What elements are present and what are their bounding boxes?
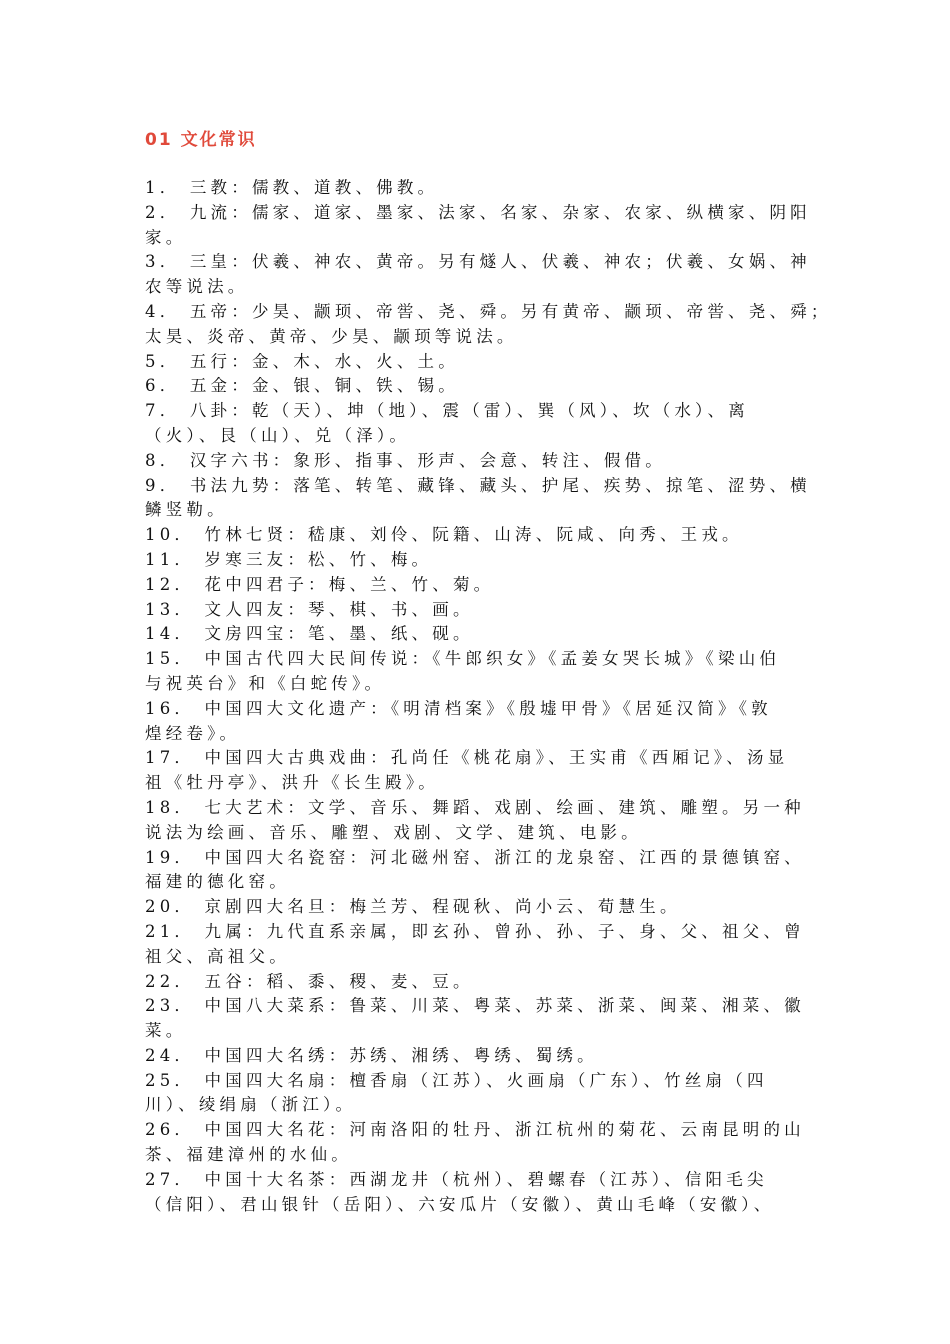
- list-item-line: 煌经卷》。: [145, 723, 241, 743]
- list-item: [145, 1168, 805, 1218]
- list-item: [145, 350, 805, 375]
- list-item-line: 8． 汉字六书：象形、指事、形声、会意、转注、假借。: [145, 450, 666, 470]
- list-item-line: 5． 五行：金、木、水、火、土。: [145, 351, 459, 371]
- list-item-line: 23． 中国八大菜系：鲁菜、川菜、粤菜、苏菜、浙菜、闽菜、湘菜、徽: [145, 996, 805, 1016]
- list-item-line: 27． 中国十大名茶：西湖龙井（杭州）、碧螺春（江苏）、信阳毛尖: [145, 1169, 768, 1189]
- list-item: [145, 300, 832, 350]
- list-item-line: 18． 七大艺术：文学、音乐、舞蹈、戏剧、绘画、建筑、雕塑。另一种: [145, 797, 805, 817]
- list-item-line: 19． 中国四大名瓷窑：河北磁州窑、浙江的龙泉窑、江西的景德镇窑、: [145, 847, 805, 867]
- knowledge-list: [145, 176, 832, 1217]
- list-item-line: 15． 中国古代四大民间传说：《牛郎织女》《孟姜女哭长城》《梁山伯: [145, 649, 781, 669]
- list-item-line: 2． 九流：儒家、道家、墨家、法家、名家、杂家、农家、纵横家、阴阳: [145, 202, 811, 222]
- list-item: [145, 250, 811, 300]
- list-item-line: 与祝英台》和《白蛇传》。: [145, 673, 386, 693]
- list-item-line: 鳞竖勒。: [145, 500, 228, 520]
- list-item-line: 24． 中国四大名绣：苏绣、湘绣、粤绣、蜀绣。: [145, 1045, 598, 1065]
- list-item: [145, 573, 805, 598]
- list-item-line: 家。: [145, 227, 187, 247]
- list-item: [145, 548, 805, 573]
- list-item-line: （火）、艮（山）、兑（泽）。: [145, 425, 411, 445]
- list-item-line: 21． 九属：九代直系亲属，即玄孙、曾孙、孙、子、身、父、祖父、曾: [145, 921, 805, 941]
- list-item: [145, 1069, 805, 1119]
- list-item-line: 菜。: [145, 1021, 187, 1041]
- list-item-line: 祖父、高祖父。: [145, 946, 290, 966]
- list-item-line: 16． 中国四大文化遗产：《明清档案》《殷墟甲骨》《居延汉简》《敦: [145, 698, 772, 718]
- list-item: [145, 647, 805, 697]
- list-item-line: 祖《牡丹亭》、洪升《长生殿》。: [145, 773, 439, 793]
- list-item: [145, 970, 805, 995]
- list-item-line: 13． 文人四友：琴、棋、书、画。: [145, 599, 474, 619]
- list-item: [145, 474, 811, 524]
- list-item: [145, 994, 805, 1044]
- list-item: [145, 449, 805, 474]
- list-item: [145, 1118, 805, 1168]
- list-item-line: 说法为绘画、音乐、雕塑、戏剧、文学、建筑、电影。: [145, 822, 642, 842]
- list-item: [145, 895, 805, 920]
- list-item-line: 12． 花中四君子：梅、兰、竹、菊。: [145, 574, 495, 594]
- list-item-line: 7． 八卦：乾（天）、坤（地）、震（雷）、巽（风）、坎（水）、离: [145, 401, 749, 421]
- list-item-line: 22． 五谷：稻、黍、稷、麦、豆。: [145, 971, 474, 991]
- list-item: [145, 697, 805, 747]
- list-item-line: （信阳）、君山银针（岳阳）、六安瓜片（安徽）、黄山毛峰（安徽）、: [145, 1194, 775, 1214]
- list-item-line: 9． 书法九势：落笔、转笔、藏锋、藏头、护尾、疾势、掠笔、涩势、横: [145, 475, 811, 495]
- list-item: [145, 746, 805, 796]
- list-item-line: 1． 三教：儒教、道教、佛教。: [145, 178, 439, 197]
- list-item: [145, 846, 805, 896]
- list-item-line: 10． 竹林七贤：嵇康、刘伶、阮籍、山涛、阮咸、向秀、王戎。: [145, 525, 743, 545]
- list-item-line: 川）、绫绢扇（浙江）。: [145, 1095, 357, 1115]
- list-item: [145, 201, 811, 251]
- list-item: [145, 1044, 805, 1069]
- list-item: [145, 399, 805, 449]
- list-item-line: 4． 五帝：少昊、颛顼、帝喾、尧、舜。另有黄帝、颛顼、帝喾、尧、舜；: [145, 301, 832, 321]
- list-item-line: 3． 三皇：伏羲、神农、黄帝。另有燧人、伏羲、神农；伏羲、女娲、神: [145, 252, 811, 272]
- section-title: 01 文化常识: [145, 130, 257, 150]
- list-item-line: 11． 岁寒三友：松、竹、梅。: [145, 549, 433, 569]
- list-item: [145, 374, 805, 399]
- list-item: [145, 176, 805, 201]
- list-item-line: 茶、福建漳州的水仙。: [145, 1145, 352, 1165]
- list-item-line: 农等说法。: [145, 277, 249, 297]
- list-item-line: 14． 文房四宝：笔、墨、纸、砚。: [145, 624, 474, 644]
- list-item: [145, 598, 805, 623]
- list-item-line: 25． 中国四大名扇：檀香扇（江苏）、火画扇（广东）、竹丝扇（四: [145, 1070, 768, 1090]
- list-item-line: 20． 京剧四大名旦：梅兰芳、程砚秋、尚小云、荀慧生。: [145, 897, 681, 917]
- list-item-line: 6． 五金：金、银、铜、铁、锡。: [145, 376, 459, 396]
- list-item: [145, 920, 805, 970]
- list-item-line: 福建的德化窑。: [145, 872, 290, 892]
- list-item-line: 26． 中国四大名花：河南洛阳的牡丹、浙江杭州的菊花、云南昆明的山: [145, 1120, 805, 1140]
- list-item: [145, 523, 805, 548]
- list-item-line: 17． 中国四大古典戏曲：孔尚任《桃花扇》、王实甫《西厢记》、汤显: [145, 748, 789, 768]
- list-item: [145, 622, 805, 647]
- list-item: [145, 796, 805, 846]
- list-item-line: 太昊、炎帝、黄帝、少昊、颛顼等说法。: [145, 326, 518, 346]
